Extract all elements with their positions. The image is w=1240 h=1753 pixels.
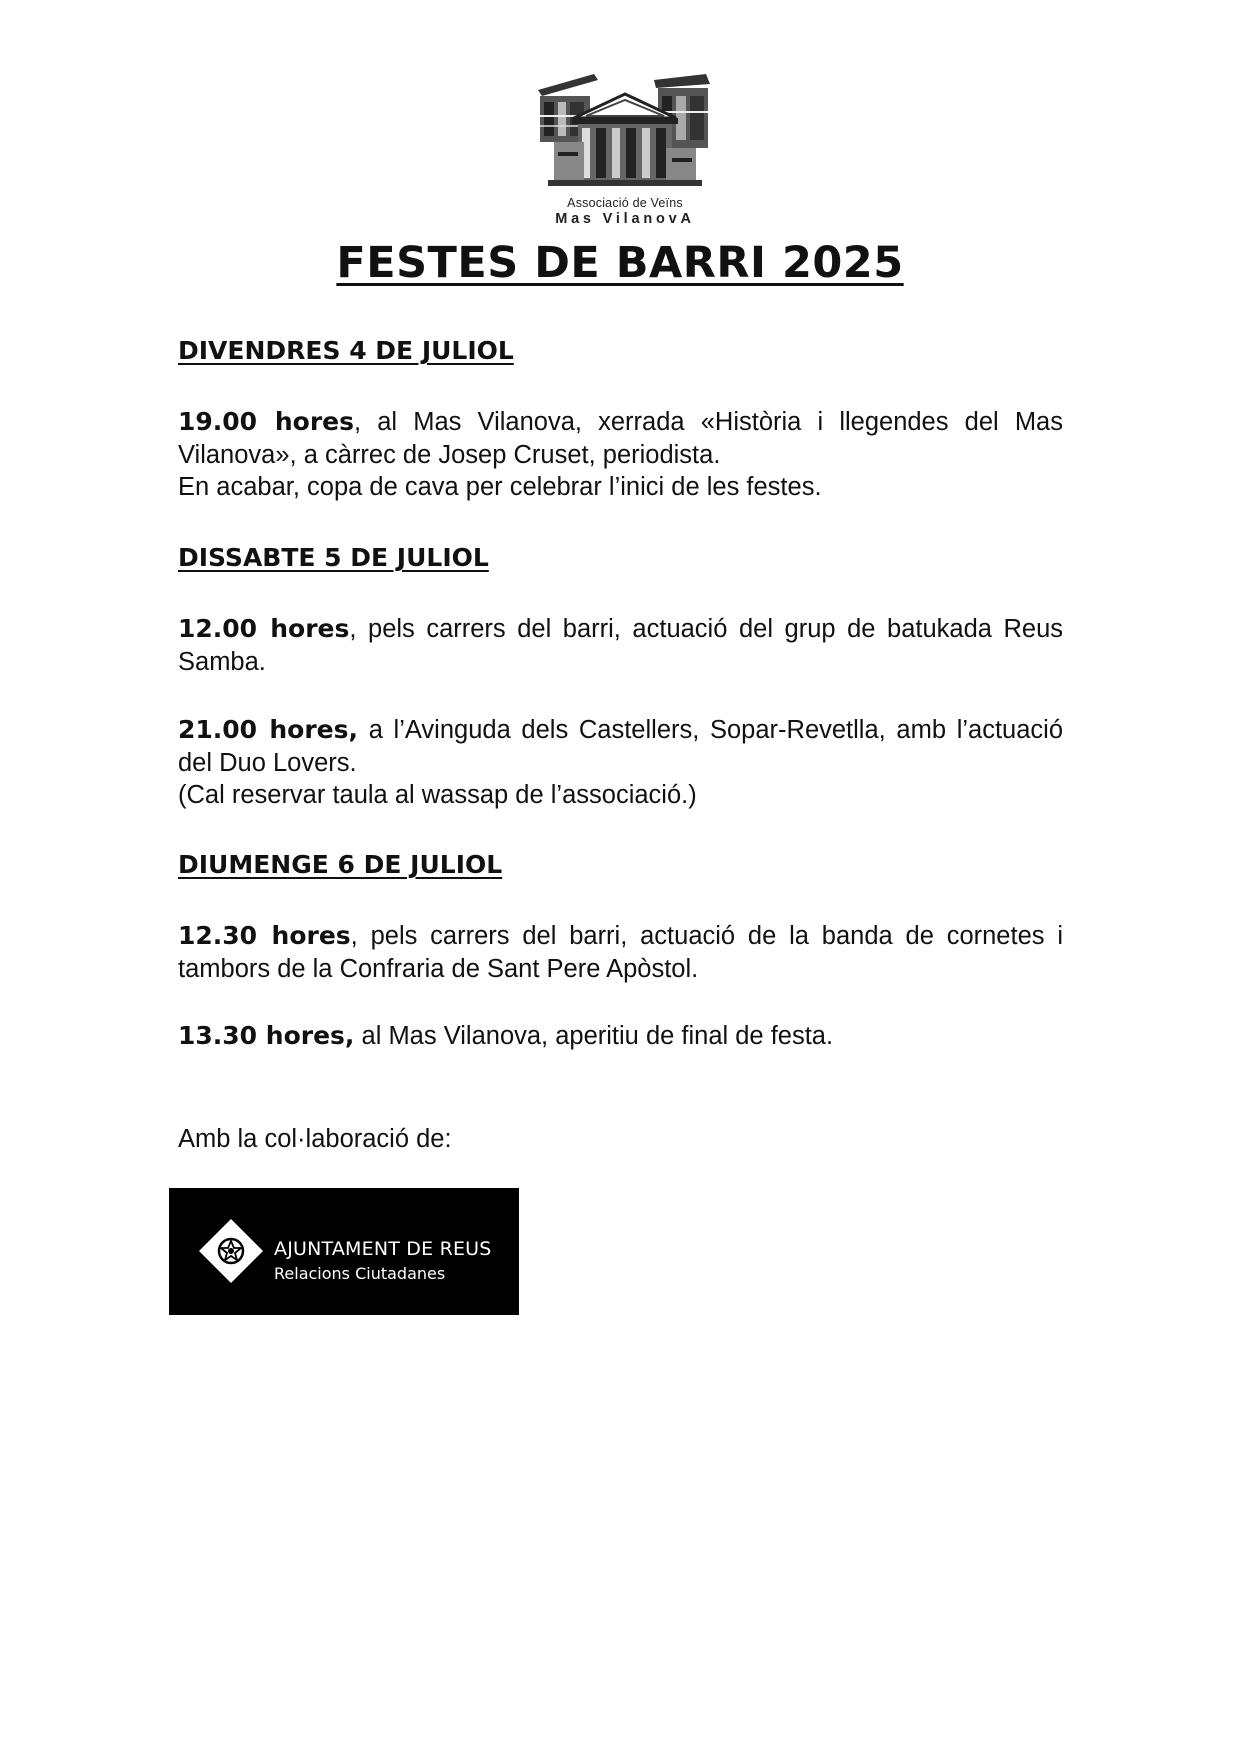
event-time: 12.00 hores	[178, 614, 350, 643]
sponsor-department: Relacions Ciutadanes	[274, 1264, 446, 1283]
event-description: , pels carrers del barri, actuació del grup de batukada Reus Samba.	[178, 615, 1064, 676]
event-paragraph	[178, 406, 1063, 504]
city-emblem-icon	[199, 1219, 263, 1283]
event-time: 19.00 hores	[178, 407, 354, 436]
event-time: 21.00 hores,	[178, 715, 359, 744]
event-description: al Mas Vilanova, aperitiu de final de festa.	[354, 1022, 834, 1050]
collaboration-label: Amb la col·laboració de:	[178, 1125, 452, 1153]
event-time: 12.30 hores	[178, 921, 351, 950]
day-heading-saturday: DISSABTE 5 DE JULIOL	[178, 543, 489, 572]
building-illustration-icon	[534, 72, 716, 192]
event-paragraph	[178, 920, 1063, 985]
event-extra-note: (Cal reservar taula al wassap de l’associació.)	[178, 781, 697, 809]
event-time: 13.30 hores,	[178, 1021, 355, 1050]
event-paragraph	[178, 714, 1063, 812]
day-heading-sunday: DIUMENGE 6 DE JULIOL	[178, 850, 503, 879]
event-paragraph	[178, 1020, 1063, 1053]
page-title: FESTES DE BARRI 2025	[336, 238, 904, 288]
logo-association-name: Mas VilanovA	[555, 211, 695, 227]
day-heading-friday: DIVENDRES 4 DE JULIOL	[178, 336, 514, 365]
association-logo	[534, 72, 716, 230]
event-description: a l’Avinguda dels Castellers, Sopar-Revetlla, amb l’actuació del Duo Lovers.	[178, 716, 1064, 777]
sponsor-name: AJUNTAMENT DE REUS	[274, 1238, 492, 1260]
logo-association-label: Associació de Veïns	[567, 196, 683, 210]
event-paragraph	[178, 613, 1063, 678]
event-description: , pels carrers del barri, actuació de la banda de cornetes i tambors de la Confraria de Sant Pere Apòstol.	[178, 922, 1063, 983]
sponsor-logo	[169, 1188, 519, 1315]
event-description: , al Mas Vilanova, xerrada «Història i llegendes del Mas Vilanova», a càrrec de Josep Cruset, periodista.	[178, 408, 1063, 469]
event-extra-note: En acabar, copa de cava per celebrar l’inici de les festes.	[178, 473, 822, 501]
